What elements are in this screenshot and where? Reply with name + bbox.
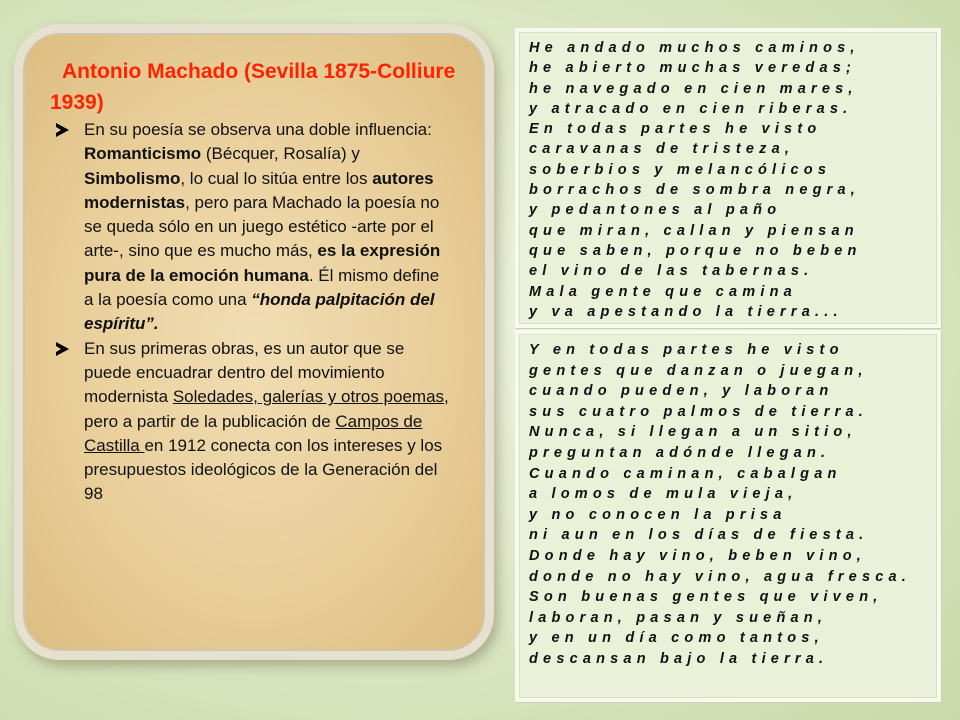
poem-line: que miran, callan y piensan [529, 222, 859, 239]
poem-line: y pedantones al paño [529, 202, 782, 219]
arrow-bullet-icon [56, 123, 69, 137]
poem-line: Mala gente que camina [529, 283, 797, 300]
poem-line: y en un día como tantos, [529, 630, 824, 647]
poem-line: descansan bajo la tierra. [529, 650, 829, 667]
poem-line: he abierto muchas veredas; [529, 60, 856, 77]
poem-line: a lomos de mula vieja, [529, 486, 798, 503]
poem-line: donde no hay vino, agua fresca. [529, 568, 911, 585]
poem-line: gentes que danzan o juegan, [529, 362, 868, 379]
bold-term: es la expresión pura de la emoción humana [84, 241, 441, 285]
work-title: Campos de Castilla [84, 411, 423, 455]
poem-line: Y en todas partes he visto [529, 342, 844, 358]
poem-panel-bottom [515, 330, 941, 702]
bullet-influences [56, 118, 451, 337]
poem-line: soberbios y melancólicos [529, 161, 832, 178]
bullet-list [56, 118, 451, 507]
poem-line: cuando pueden, y laboran [529, 383, 834, 400]
bold-term: Simbolismo [84, 168, 181, 188]
poem-line: Son buenas gentes que viven, [529, 589, 883, 606]
poem-line: Donde hay vino, beben vino, [529, 547, 866, 564]
poem-panel-top [515, 28, 941, 328]
poem-line: he navegado en cien mares, [529, 80, 858, 97]
poem-line: y atracado en cien riberas. [529, 100, 853, 117]
text: en 1912 conecta con los intereses y los presupuestos ideológicos de la Generación del 98 [84, 435, 443, 504]
bold-term: autores modernistas [84, 168, 434, 212]
text: En sus primeras obras, es un autor que se puede encuadrar dentro del movimiento modernista [84, 338, 405, 407]
bullet-works [56, 337, 451, 507]
poem-line: que saben, porque no beben [529, 242, 862, 259]
arrow-bullet-icon [56, 342, 69, 356]
poem-line: el vino de las tabernas. [529, 263, 814, 280]
poem-line: laboran, pasan y sueñan, [529, 609, 828, 626]
card-title: Antonio Machado (Sevilla 1875-Colliure 1939) [50, 60, 456, 114]
poem-line: Nunca, si llegan a un sitio, [529, 424, 857, 441]
poem-line: preguntan adónde llegan. [529, 444, 831, 461]
text: , pero a partir de la publicación de [84, 387, 449, 431]
poem-line: Cuando caminan, cabalgan [529, 465, 842, 482]
poem-line: He andado muchos caminos, [529, 40, 860, 56]
bold-quote: “honda palpitación del espíritu”. [84, 290, 435, 334]
work-title: Soledades, galerías y otros poemas [172, 387, 445, 407]
poem-line: En todas partes he visto [529, 121, 822, 138]
poem-line: y no conocen la prisa [529, 506, 787, 523]
bold-term: Romanticismo [84, 144, 202, 164]
text: , lo cual lo sitúa entre los [180, 168, 373, 188]
poem-line: caravanas de tristeza, [529, 141, 795, 158]
text: . Él mismo define a la poesía como una [84, 265, 440, 310]
poem-line: borrachos de sombra negra, [529, 182, 861, 199]
poem-line: y va apestando la tierra... [529, 303, 843, 320]
text: (Bécquer, Rosalía) y [201, 144, 360, 164]
poem-line: ni aun en los días de fiesta. [529, 527, 869, 544]
text: , pero para Machado la poesía no se queda sólo en un juego estético -arte por el arte-, sino que es mucho más, [84, 192, 440, 261]
poem-line: sus cuatro palmos de tierra. [529, 403, 868, 420]
text: En su poesía se observa una doble influencia: [84, 120, 432, 139]
